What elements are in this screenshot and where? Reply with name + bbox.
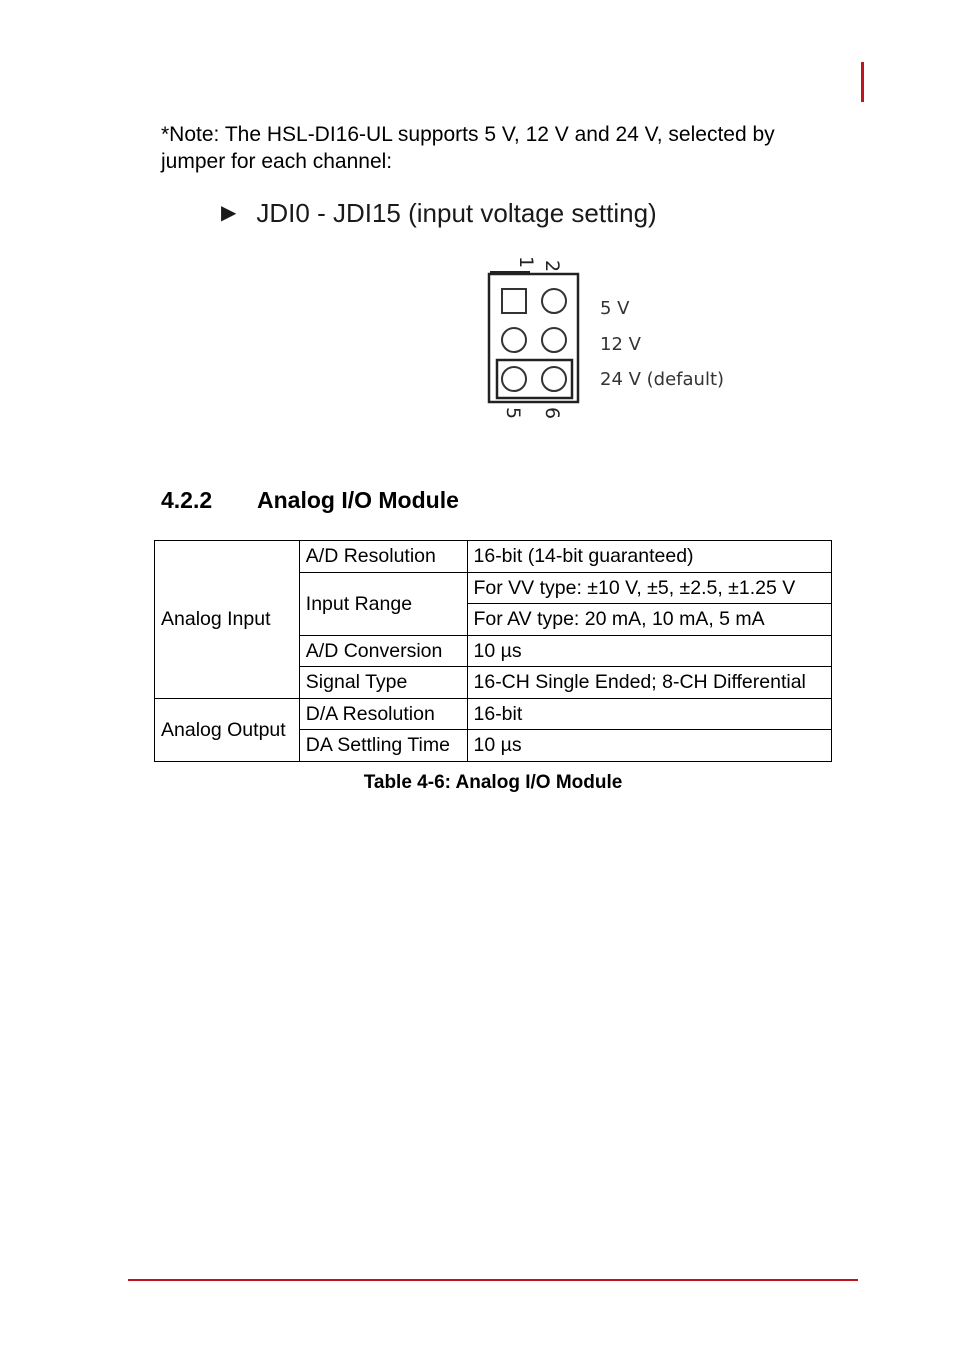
group-cell-analog-output: Analog Output — [155, 698, 300, 761]
voltage-label-24v: 24 V (default) — [600, 369, 725, 390]
group-cell-analog-input: Analog Input — [155, 541, 300, 699]
footer-rule — [128, 1279, 858, 1281]
param-label: DA Settling Time — [299, 730, 467, 762]
triangle-bullet-icon: ▶ — [221, 202, 237, 224]
table-row — [155, 698, 832, 730]
voltage-label-12v: 12 V — [600, 334, 641, 355]
jumper-bullet-text: JDI0 - JDI15 (input voltage setting) — [256, 198, 657, 228]
pin-label-1: 1 — [515, 255, 537, 269]
param-label: D/A Resolution — [299, 698, 467, 730]
param-value: 16-bit (14-bit guaranteed) — [467, 541, 832, 573]
section-heading — [161, 485, 459, 515]
param-label: A/D Conversion — [299, 635, 467, 667]
pin-2 — [542, 289, 566, 313]
param-value: 16-bit — [467, 698, 832, 730]
param-value: 10 µs — [467, 635, 832, 667]
param-label: Input Range — [299, 572, 467, 635]
table-caption: Table 4-6: Analog I/O Module — [363, 772, 623, 793]
param-value: For AV type: 20 mA, 10 mA, 5 mA — [467, 604, 832, 636]
section-title: Analog I/O Module — [257, 487, 459, 513]
table-row — [155, 541, 832, 573]
section-number: 4.2.2 — [161, 487, 213, 513]
param-value: 16-CH Single Ended; 8-CH Differential — [467, 667, 832, 699]
param-label: A/D Resolution — [299, 541, 467, 573]
pin-label-6: 6 — [541, 406, 563, 420]
jumper-cap — [497, 360, 572, 398]
pin-label-2: 2 — [541, 259, 563, 273]
pin-6 — [542, 367, 566, 391]
voltage-label-5v: 5 V — [600, 298, 630, 319]
jumper-diagram — [480, 252, 740, 427]
analog-io-table — [154, 540, 832, 762]
param-value: 10 µs — [467, 730, 832, 762]
header-accent-bar — [861, 62, 864, 102]
pin-3 — [502, 328, 526, 352]
note-text: *Note: The HSL-DI16-UL supports 5 V, 12 V and 24 V, selected by jumper for each channel: — [161, 123, 775, 173]
pin-4 — [542, 328, 566, 352]
pin-5 — [502, 367, 526, 391]
pin-label-5: 5 — [502, 406, 524, 420]
param-value: For VV type: ±10 V, ±5, ±2.5, ±1.25 V — [467, 572, 832, 604]
jumper-bullet — [221, 196, 657, 230]
param-label: Signal Type — [299, 667, 467, 699]
pin-1-square — [502, 289, 526, 313]
